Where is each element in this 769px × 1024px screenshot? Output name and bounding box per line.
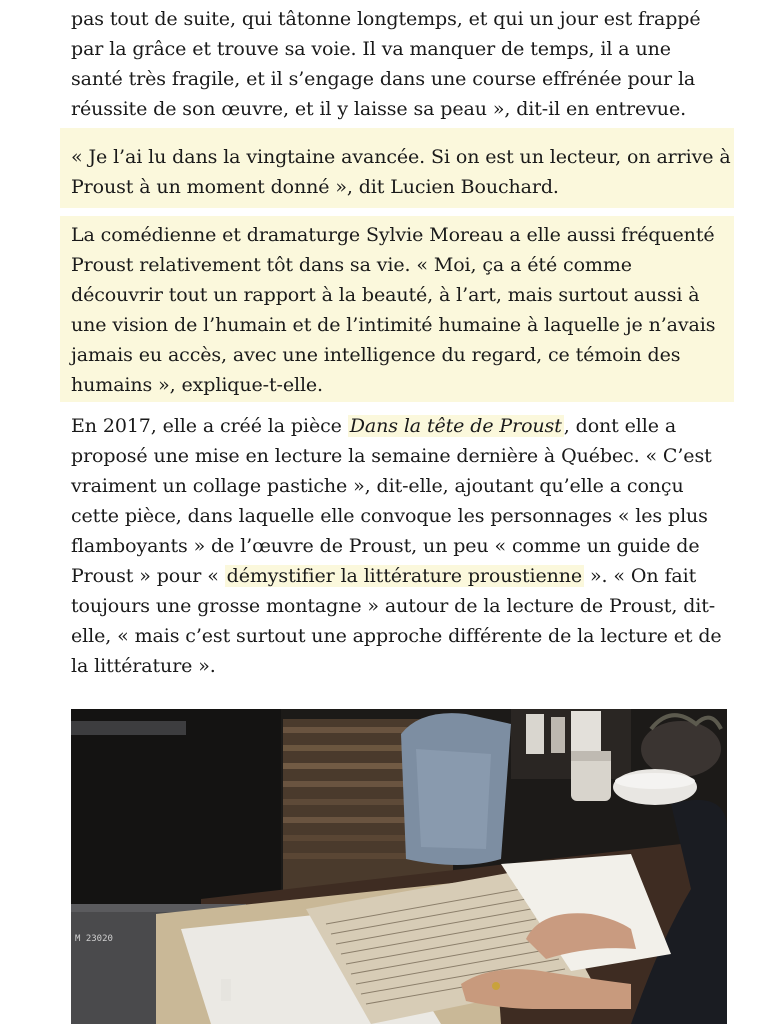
paragraph-line: découvrir tout un rapport à la beauté, à l’art, mais surtout aussi à	[71, 284, 700, 306]
paragraph-line: réussite de son œuvre, et il y laisse sa peau », dit-il en entrevue.	[71, 98, 687, 120]
paragraph-line: par la grâce et trouve sa voie. Il va manquer de temps, il a une	[71, 38, 671, 60]
paragraph-line: elle, « mais c’est surtout une approche différente de la lecture et de	[71, 625, 722, 647]
paragraph-2-quote[interactable]	[71, 142, 731, 202]
article-photo[interactable]	[71, 709, 727, 1024]
paragraph-line: Proust à un moment donné », dit Lucien Bouchard.	[71, 176, 559, 198]
paragraph-line: vraiment un collage pastiche », dit-elle, ajoutant qu’elle a conçu	[71, 475, 684, 497]
highlight-inline-quote[interactable]: démystifier la littérature proustienne	[226, 565, 583, 587]
paragraph-line: cette pièce, dans laquelle elle convoque les personnages « les plus	[71, 505, 708, 527]
line-text: Proust » pour «	[71, 565, 225, 587]
paragraph-line: La comédienne et dramaturge Sylvie Moreau a elle aussi fréquenté	[71, 224, 715, 246]
paragraph-line: la littérature ».	[71, 655, 216, 677]
paragraph-1	[71, 4, 731, 124]
paragraph-3[interactable]	[71, 220, 731, 400]
line-text: En 2017, elle a créé la pièce	[71, 415, 348, 437]
line-text: , dont elle a	[563, 415, 677, 437]
paragraph-line	[71, 561, 731, 591]
paragraph-line: Proust relativement tôt dans sa vie. « Moi, ça a été comme	[71, 254, 632, 276]
paragraph-line: flamboyants » de l’œuvre de Proust, un peu « comme un guide de	[71, 535, 700, 557]
photo-illustration	[71, 709, 727, 1024]
paragraph-line: santé très fragile, et il s’engage dans une course effrénée pour la	[71, 68, 696, 90]
photo-ring	[492, 982, 500, 990]
paragraph-line: humains », explique-t-elle.	[71, 374, 324, 396]
play-title[interactable]: Dans la tête de Proust	[349, 415, 562, 437]
paragraph-line: « Je l’ai lu dans la vingtaine avancée. Si on est un lecteur, on arrive à	[71, 146, 731, 168]
paragraph-line: une vision de l’humain et de l’intimité humaine à laquelle je n’avais	[71, 314, 716, 336]
line-text: ». « On fait	[584, 565, 697, 587]
photo-box-label: M 23020	[75, 934, 113, 944]
paragraph-4	[71, 411, 731, 681]
paragraph-line	[71, 411, 731, 441]
paragraph-line: pas tout de suite, qui tâtonne longtemps, et qui un jour est frappé	[71, 8, 701, 30]
paragraph-line: proposé une mise en lecture la semaine dernière à Québec. « C’est	[71, 445, 712, 467]
photo-fixture	[71, 721, 186, 735]
paragraph-line: jamais eu accès, avec une intelligence du regard, ce témoin des	[71, 344, 681, 366]
paragraph-line: toujours une grosse montagne » autour de la lecture de Proust, dit-	[71, 595, 716, 617]
